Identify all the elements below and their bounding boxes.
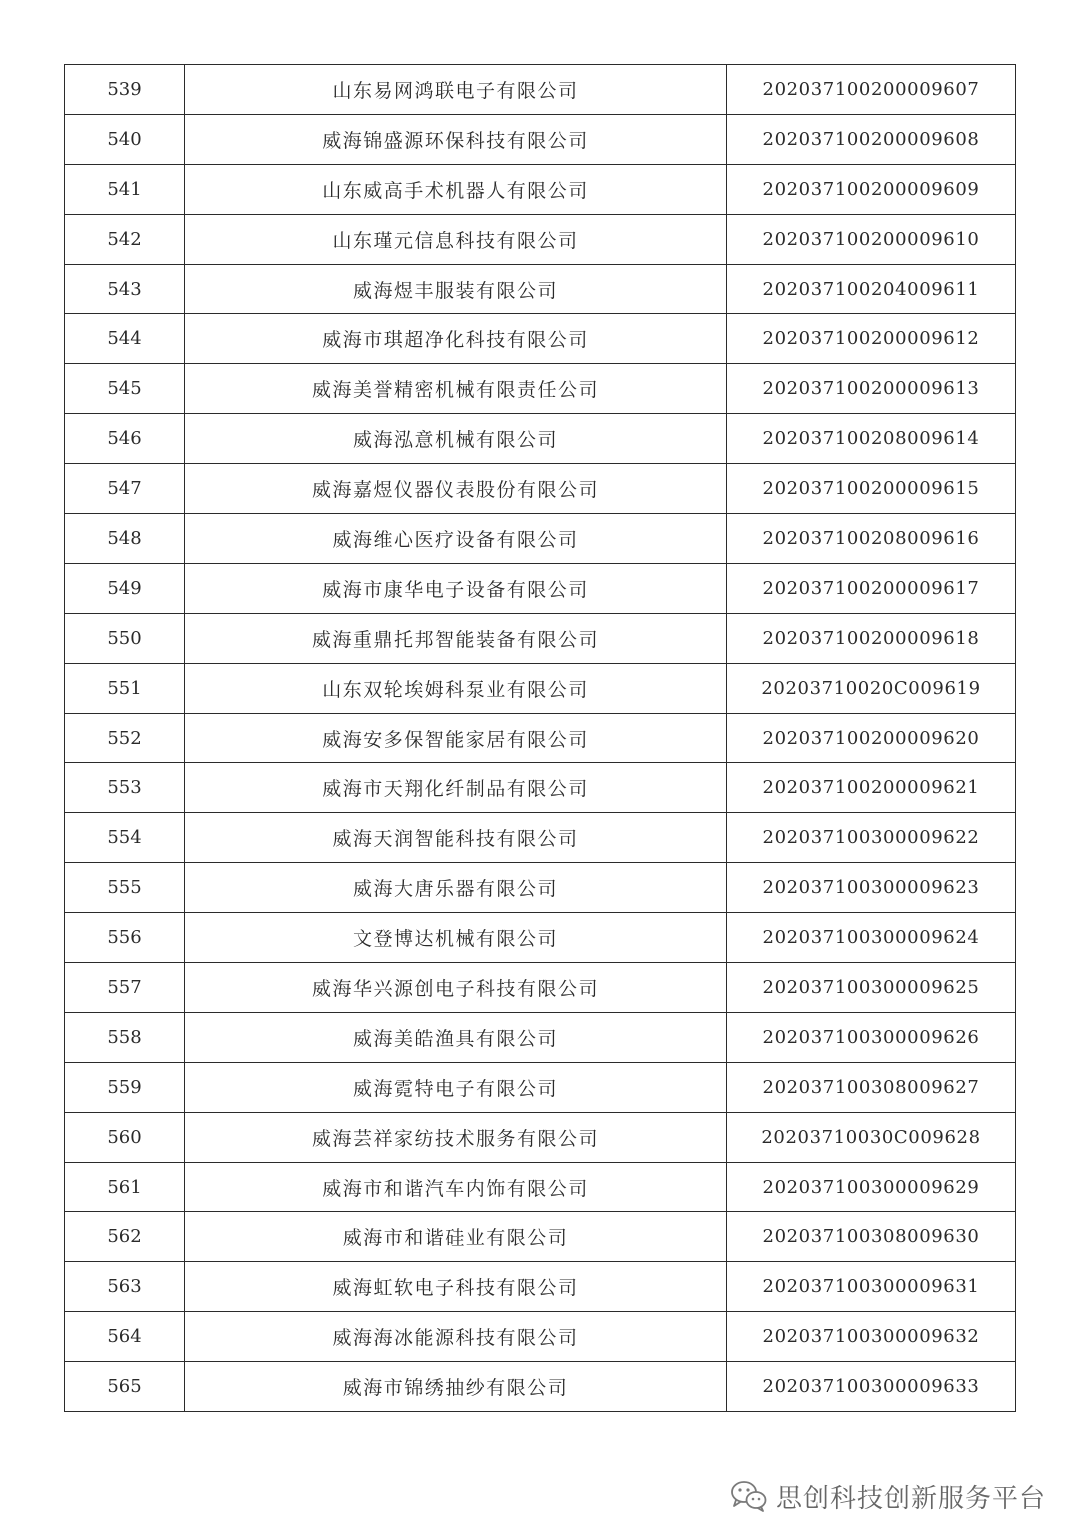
registration-code: 202037100300009631 [727,1262,1016,1312]
registration-code: 202037100308009627 [727,1062,1016,1112]
row-number: 555 [65,863,185,913]
table-row [65,1362,1016,1412]
row-number: 546 [65,414,185,464]
row-number: 547 [65,464,185,514]
company-name: 威海重鼎托邦智能装备有限公司 [185,613,727,663]
company-table [64,64,1016,1412]
registration-code: 202037100200009613 [727,364,1016,414]
company-name: 威海市和谐汽车内饰有限公司 [185,1162,727,1212]
table-row [65,264,1016,314]
table-row [65,713,1016,763]
company-name: 威海市康华电子设备有限公司 [185,563,727,613]
registration-code: 202037100300009625 [727,963,1016,1013]
registration-code: 202037100300009633 [727,1362,1016,1412]
row-number: 564 [65,1312,185,1362]
company-name: 威海市锦绣抽纱有限公司 [185,1362,727,1412]
registration-code: 202037100208009616 [727,514,1016,564]
table-row [65,464,1016,514]
registration-code: 202037100200009617 [727,563,1016,613]
row-number: 556 [65,913,185,963]
company-name: 威海市和谐硅业有限公司 [185,1212,727,1262]
company-table-body [65,65,1016,1412]
registration-code: 202037100300009624 [727,913,1016,963]
row-number: 553 [65,763,185,813]
row-number: 550 [65,613,185,663]
table-row [65,1312,1016,1362]
registration-code: 202037100200009610 [727,214,1016,264]
company-name: 威海美誉精密机械有限责任公司 [185,364,727,414]
registration-code: 202037100300009632 [727,1312,1016,1362]
table-row [65,214,1016,264]
table-row [65,314,1016,364]
company-name: 威海大唐乐器有限公司 [185,863,727,913]
table-row [65,1012,1016,1062]
company-name: 威海美皓渔具有限公司 [185,1012,727,1062]
row-number: 549 [65,563,185,613]
table-row [65,1212,1016,1262]
table-row [65,913,1016,963]
registration-code: 202037100300009623 [727,863,1016,913]
company-name: 威海芸祥家纺技术服务有限公司 [185,1112,727,1162]
registration-code: 202037100200009609 [727,164,1016,214]
company-name: 威海虹软电子科技有限公司 [185,1262,727,1312]
company-name: 威海煜丰服装有限公司 [185,264,727,314]
table-row [65,1112,1016,1162]
registration-code: 202037100200009615 [727,464,1016,514]
company-name: 威海锦盛源环保科技有限公司 [185,114,727,164]
row-number: 554 [65,813,185,863]
company-name: 文登博达机械有限公司 [185,913,727,963]
table-row [65,414,1016,464]
table-row [65,613,1016,663]
table-row [65,1062,1016,1112]
company-name: 威海安多保智能家居有限公司 [185,713,727,763]
table-row [65,863,1016,913]
company-name: 山东瑾元信息科技有限公司 [185,214,727,264]
table-row [65,65,1016,115]
table-row [65,763,1016,813]
company-name: 威海市天翔化纤制品有限公司 [185,763,727,813]
registration-code: 202037100308009630 [727,1212,1016,1262]
table-row [65,164,1016,214]
table-row [65,663,1016,713]
row-number: 545 [65,364,185,414]
registration-code: 20203710020C009619 [727,663,1016,713]
row-number: 539 [65,65,185,115]
row-number: 543 [65,264,185,314]
table-row [65,114,1016,164]
row-number: 560 [65,1112,185,1162]
registration-code: 202037100200009608 [727,114,1016,164]
registration-code: 20203710030C009628 [727,1112,1016,1162]
row-number: 557 [65,963,185,1013]
registration-code: 202037100300009629 [727,1162,1016,1212]
table-row [65,514,1016,564]
row-number: 541 [65,164,185,214]
registration-code: 202037100204009611 [727,264,1016,314]
company-name: 威海华兴源创电子科技有限公司 [185,963,727,1013]
row-number: 561 [65,1162,185,1212]
registration-code: 202037100300009622 [727,813,1016,863]
company-name: 威海维心医疗设备有限公司 [185,514,727,564]
row-number: 548 [65,514,185,564]
table-row [65,813,1016,863]
registration-code: 202037100300009626 [727,1012,1016,1062]
company-name: 山东易网鸿联电子有限公司 [185,65,727,115]
company-name: 威海天润智能科技有限公司 [185,813,727,863]
wechat-icon [730,1480,768,1512]
company-name: 威海嘉煜仪器仪表股份有限公司 [185,464,727,514]
company-name: 威海泓意机械有限公司 [185,414,727,464]
company-name: 威海海冰能源科技有限公司 [185,1312,727,1362]
table-row [65,563,1016,613]
company-name: 威海市琪超净化科技有限公司 [185,314,727,364]
row-number: 558 [65,1012,185,1062]
table-row [65,963,1016,1013]
registration-code: 202037100200009620 [727,713,1016,763]
company-name: 威海霓特电子有限公司 [185,1062,727,1112]
registration-code: 202037100200009607 [727,65,1016,115]
table-row [65,1262,1016,1312]
registration-code: 202037100208009614 [727,414,1016,464]
row-number: 563 [65,1262,185,1312]
table-row [65,364,1016,414]
row-number: 552 [65,713,185,763]
row-number: 540 [65,114,185,164]
row-number: 565 [65,1362,185,1412]
row-number: 542 [65,214,185,264]
company-name: 山东双轮埃姆科泵业有限公司 [185,663,727,713]
registration-code: 202037100200009612 [727,314,1016,364]
row-number: 551 [65,663,185,713]
row-number: 559 [65,1062,185,1112]
table-row [65,1162,1016,1212]
watermark [730,1476,1046,1516]
registration-code: 202037100200009621 [727,763,1016,813]
registration-code: 202037100200009618 [727,613,1016,663]
watermark-text: 思创科技创新服务平台 [775,1483,1046,1514]
company-name: 山东威高手术机器人有限公司 [185,164,727,214]
row-number: 562 [65,1212,185,1262]
row-number: 544 [65,314,185,364]
